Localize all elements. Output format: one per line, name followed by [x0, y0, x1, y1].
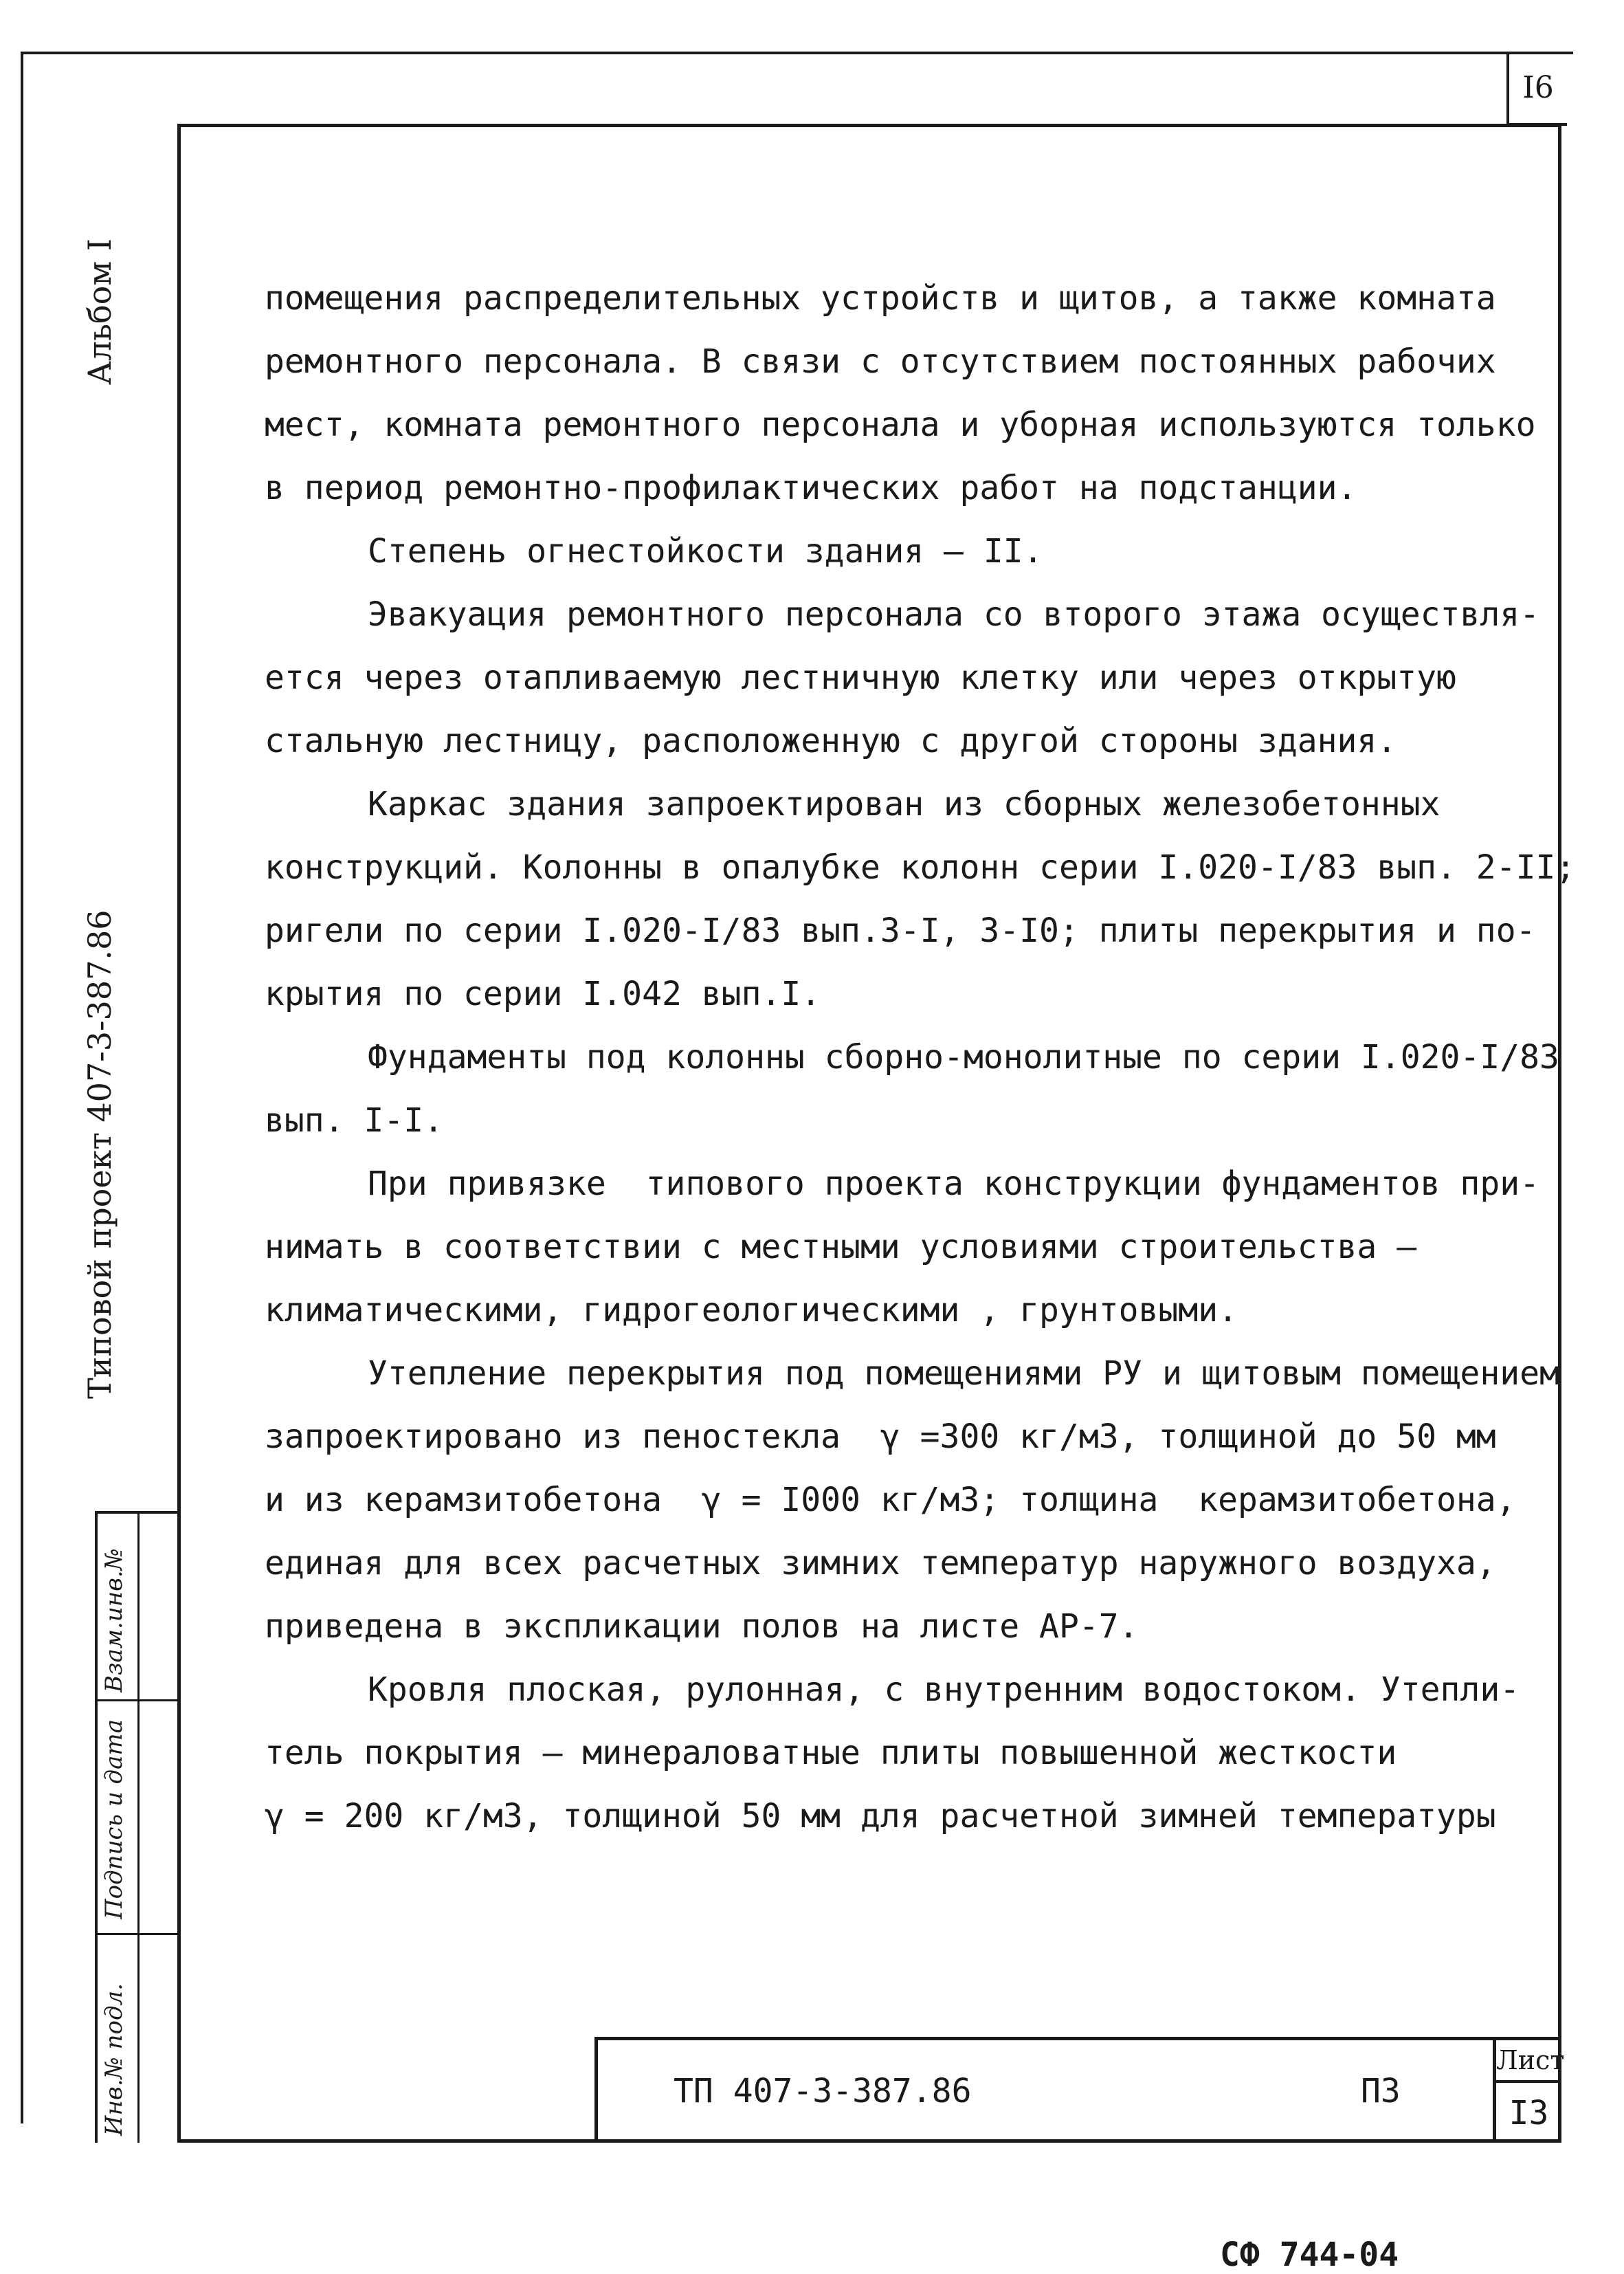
stamp-divider [137, 1514, 140, 2143]
text-line: приведена в экспликации полов на листе АР-7. [265, 1607, 1139, 1646]
stamp-label-replacement: Взам.инв.№ [100, 1548, 128, 1692]
text-line: конструкций. Колонны в опалубке колонн серии I.020-I/83 вып. 2-II; [265, 848, 1576, 887]
footer-stamp: СФ 744-04 [1220, 2236, 1399, 2274]
text-line: При привязке типового проекта конструкции фундаментов при- [368, 1164, 1540, 1203]
document-code: ТП 407-3-387.86 [674, 2072, 972, 2110]
text-line: и из керамзитобетона γ = I000 кг/м3; толщина керамзитобетона, [265, 1481, 1516, 1519]
text-line: климатическими, гидрогеологическими , грунтовыми. [265, 1291, 1238, 1329]
text-line: Утепление перекрытия под помещениями РУ и щитовым помещением [368, 1354, 1559, 1393]
text-line: ригели по серии I.020-I/83 вып.3-I, 3-I0; плиты перекрытия и по- [265, 912, 1536, 950]
text-line: Степень огнестойкости здания – II. [368, 532, 1043, 571]
text-line: единая для всех расчетных зимних температур наружного воздуха, [265, 1544, 1496, 1582]
text-line: ремонтного персонала. В связи с отсутствием постоянных рабочих [265, 342, 1496, 381]
text-line: мест, комната ремонтного персонала и уборная используются только [265, 406, 1536, 444]
document-body [265, 267, 1576, 1848]
sheet-label: Лист [1496, 2040, 1561, 2083]
stamp-label-inventory: Инв.№ подл. [100, 1983, 128, 2136]
title-block [594, 2037, 1565, 2143]
text-line: Каркас здания запроектирован из сборных железобетонных [368, 785, 1441, 824]
text-line: тель покрытия – минераловатные плиты повышенной жесткости [265, 1734, 1397, 1772]
sheet-cell [1493, 2040, 1565, 2143]
text-line: нимать в соответствии с местными условиями строительства – [265, 1228, 1417, 1266]
text-line: вып. I-I. [265, 1101, 444, 1140]
album-label: Альбом I [81, 238, 118, 385]
page-number: I6 [1506, 52, 1567, 126]
sheet-number: I3 [1509, 2093, 1549, 2132]
section-code: ПЗ [1361, 2072, 1401, 2110]
project-label: Типовой проект 407-3-387.86 [81, 909, 118, 1399]
stamp-divider [98, 1933, 181, 1935]
text-line: в период ремонтно-профилактических работ на подстанции. [265, 469, 1357, 507]
text-line: стальную лестницу, расположенную с другой стороны здания. [265, 722, 1397, 760]
text-line: Эвакуация ремонтного персонала со второго этажа осуществля- [368, 595, 1540, 634]
text-line: крытия по серии I.042 вып.I. [265, 975, 821, 1013]
text-line: γ = 200 кг/м3, толщиной 50 мм для расчетной зимней температуры [265, 1797, 1496, 1835]
text-line: запроектировано из пеностекла γ =300 кг/м3, толщиной до 50 мм [265, 1417, 1496, 1456]
approval-stamp-strip [95, 1511, 181, 2143]
stamp-divider [98, 1699, 181, 1701]
text-line: ется через отапливаемую лестничную клетку или через открытую [265, 659, 1456, 697]
stamp-label-signature: Подпись и дата [100, 1719, 128, 1919]
text-line: Фундаменты под колонны сборно-монолитные по серии I.020-I/83 [368, 1038, 1559, 1077]
text-line: помещения распределительных устройств и щитов, а также комната [265, 279, 1496, 318]
text-line: Кровля плоская, рулонная, с внутренним водостоком. Утепли- [368, 1670, 1520, 1709]
